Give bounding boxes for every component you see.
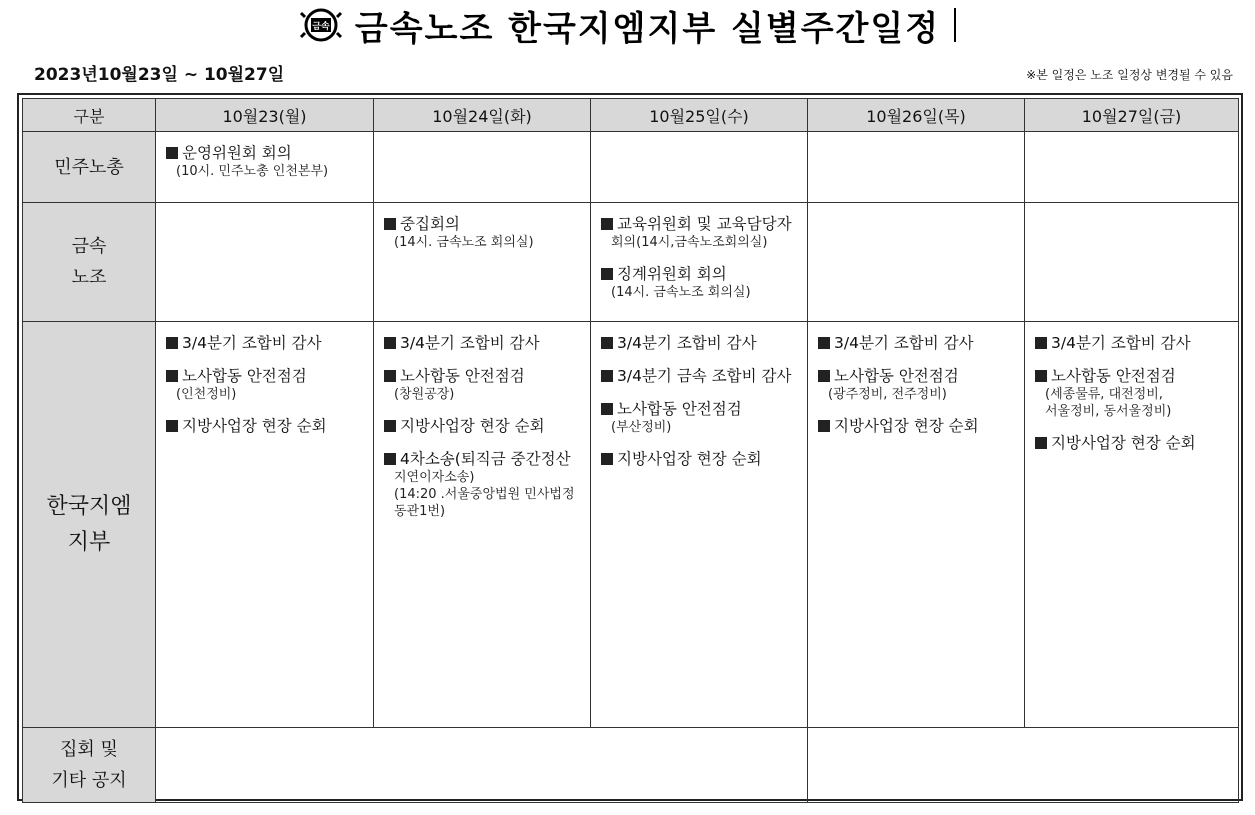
square-bullet-icon [384,218,396,230]
row-header-line: 노조 [71,267,107,288]
schedule-item [384,215,582,251]
square-bullet-icon [601,370,613,382]
schedule-item [601,265,799,301]
schedule-item [166,417,365,436]
schedule-item-title [1035,434,1230,453]
square-bullet-icon [601,403,613,415]
schedule-item [818,334,1016,353]
schedule-item [1035,334,1230,353]
schedule-item-title [384,450,582,469]
square-bullet-icon [601,218,613,230]
schedule-item-detail: 동관1번) [394,504,446,519]
schedule-cell-content [374,203,590,271]
row-header-line: 한국지엠 [46,493,132,519]
page-title: 금속노조 한국지엠지부 실별주간일정 [354,8,941,49]
schedule-item-title [601,400,799,419]
schedule-item-text: 3/4분기 조합비 감사 [400,334,540,352]
row-header [23,728,156,803]
schedule-item-title [601,367,799,386]
square-bullet-icon [384,420,396,432]
square-bullet-icon [818,420,830,432]
schedule-item-text: 노사합동 안전점검 [617,400,742,418]
schedule-item-detail: (부산정비) [611,420,672,435]
schedule-item [1035,367,1230,420]
row-notices [23,728,1239,803]
schedule-item-text: 3/4분기 조합비 감사 [182,334,322,352]
schedule-item-title [601,450,799,469]
column-header-day: 10월23(월) [156,99,374,132]
schedule-item-title [166,144,365,163]
square-bullet-icon [601,453,613,465]
row-header-line: 지부 [67,529,111,555]
square-bullet-icon [601,337,613,349]
schedule-cell-content [1025,203,1238,221]
header-row [23,99,1239,132]
schedule-item-detail: (인천정비) [176,387,237,402]
schedule-item [601,215,799,251]
schedule-item [384,417,582,436]
square-bullet-icon [166,337,178,349]
schedule-item-title [601,265,799,284]
schedule-item-detail: (창원공장) [394,387,455,402]
schedule-cell [591,132,808,203]
schedule-item [601,334,799,353]
schedule-cell [374,203,591,322]
schedule-item [601,450,799,469]
square-bullet-icon [384,453,396,465]
column-header-day: 10월26일(목) [808,99,1025,132]
column-header-day: 10월27일(금) [1025,99,1239,132]
schedule-item-detail: 서울정비, 동서울정비) [1045,404,1172,419]
schedule-cell-content [374,132,590,150]
row-kmwu [23,203,1239,322]
schedule-item-detail: (광주정비, 전주정비) [828,387,947,402]
square-bullet-icon [1035,437,1047,449]
column-header-day: 10월25일(수) [591,99,808,132]
schedule-item-text: 노사합동 안전점검 [1051,367,1176,385]
notice-cell-left [156,728,808,803]
row-header-line: 집회 및 [60,739,118,760]
row-header [23,203,156,322]
schedule-item-title [601,334,799,353]
schedule-item-title [166,334,365,353]
schedule-item-text: 노사합동 안전점검 [182,367,307,385]
schedule-table-frame [17,93,1243,801]
schedule-cell [591,203,808,322]
square-bullet-icon [384,337,396,349]
row-header [23,322,156,728]
schedule-item [384,450,582,520]
schedule-cell [808,203,1025,322]
schedule-item-text: 지방사업장 현장 순회 [182,417,327,435]
schedule-item-text: 운영위원회 회의 [182,144,292,162]
schedule-cell-content [156,132,373,200]
schedule-item-text: 3/4분기 조합비 감사 [617,334,757,352]
schedule-cell-content [591,322,807,489]
schedule-item-title [818,417,1016,436]
document-title-bar [0,0,1255,50]
schedule-cell-content [808,132,1024,150]
schedule-item-text: 징계위원회 회의 [617,265,727,283]
row-header [23,132,156,203]
schedule-item-text: 지방사업장 현장 순회 [400,417,545,435]
square-bullet-icon [1035,370,1047,382]
schedule-item-title [384,334,582,353]
schedule-cell [808,322,1025,728]
square-bullet-icon [818,370,830,382]
schedule-item-text: 중집회의 [400,215,460,233]
union-logo-icon [299,7,343,43]
schedule-item-title [818,367,1016,386]
schedule-item-detail: (14시. 금속노조 회의실) [394,235,534,250]
square-bullet-icon [166,370,178,382]
schedule-item-detail: 회의(14시,금속노조회의실) [611,235,768,250]
schedule-cell [1025,203,1239,322]
schedule-item [601,400,799,436]
schedule-item-title [818,334,1016,353]
schedule-item-text: 지방사업장 현장 순회 [1051,434,1196,452]
row-gm-branch [23,322,1239,728]
schedule-item [384,367,582,403]
schedule-item [166,367,365,403]
column-header-category: 구분 [23,99,156,132]
row-header-line: 민주노총 [54,156,124,178]
square-bullet-icon [166,420,178,432]
schedule-item-detail: (14시. 금속노조 회의실) [611,285,751,300]
schedule-item-text: 3/4분기 금속 조합비 감사 [617,367,792,385]
schedule-item-title [384,417,582,436]
date-range: 2023년10월23일 ~ 10월27일 [34,65,285,85]
schedule-item-text: 4차소송(퇴직금 중간정산 [400,450,571,468]
row-kctu [23,132,1239,203]
schedule-item-title [166,367,365,386]
schedule-cell-content [591,203,807,321]
square-bullet-icon [1035,337,1047,349]
schedule-cell [156,203,374,322]
square-bullet-icon [818,337,830,349]
column-header-day: 10월24일(화) [374,99,591,132]
schedule-item-text: 3/4분기 조합비 감사 [1051,334,1191,352]
schedule-cell-content [1025,322,1238,473]
schedule-item-detail: (세종물류, 대전정비, [1045,387,1163,402]
schedule-item-title [166,417,365,436]
schedule-cell [156,322,374,728]
schedule-cell-content [374,322,590,540]
weekly-schedule-table [22,98,1239,803]
row-header-line: 기타 공지 [51,770,127,791]
svg-text:금속: 금속 [312,22,330,32]
schedule-cell-content [156,322,373,456]
schedule-cell-content [591,132,807,150]
schedule-item-detail: (10시. 민주노총 인천본부) [176,164,329,179]
schedule-cell [374,322,591,728]
schedule-cell-content [808,322,1024,456]
row-header-line: 금속 [71,236,107,257]
square-bullet-icon [166,147,178,159]
schedule-item-title [384,367,582,386]
schedule-item-title [1035,334,1230,353]
schedule-change-notice: ※본 일정은 노조 일정상 변경될 수 있음 [1026,68,1233,82]
schedule-item-text: 3/4분기 조합비 감사 [834,334,974,352]
schedule-cell [808,132,1025,203]
schedule-item [818,417,1016,436]
notice-cell-right [808,728,1239,803]
schedule-item-text: 노사합동 안전점검 [834,367,959,385]
schedule-item-detail: 지연이자소송) [394,470,475,485]
schedule-item [818,367,1016,403]
schedule-item-text: 교육위원회 및 교육담당자 [617,215,792,233]
schedule-cell [156,132,374,203]
schedule-item-title [384,215,582,234]
schedule-item-text: 노사합동 안전점검 [400,367,525,385]
schedule-item [166,144,365,180]
schedule-cell [1025,132,1239,203]
schedule-item [601,367,799,386]
schedule-cell [374,132,591,203]
schedule-item [384,334,582,353]
schedule-item-title [601,215,799,234]
schedule-item-text: 지방사업장 현장 순회 [834,417,979,435]
schedule-cell-content [1025,132,1238,150]
square-bullet-icon [601,268,613,280]
square-bullet-icon [384,370,396,382]
schedule-cell-content [156,203,373,221]
schedule-item-text: 지방사업장 현장 순회 [617,450,762,468]
schedule-item-detail: (14:20 .서울중앙법원 민사법정 [394,487,575,502]
schedule-item [1035,434,1230,453]
schedule-cell [591,322,808,728]
schedule-item-title [1035,367,1230,386]
schedule-cell-content [808,203,1024,221]
text-cursor [954,8,956,42]
schedule-item [166,334,365,353]
schedule-cell [1025,322,1239,728]
